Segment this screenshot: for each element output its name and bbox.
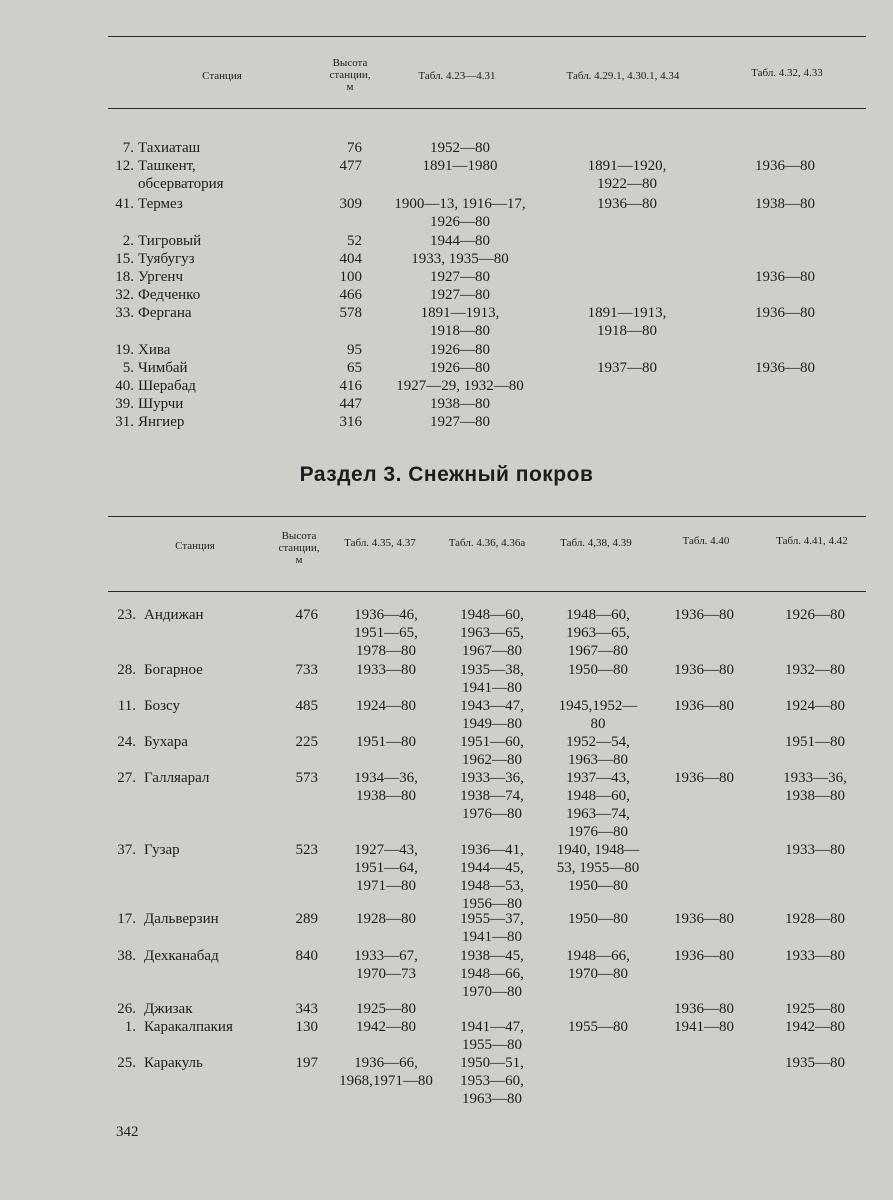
period-col-3: 1936—80	[755, 360, 815, 376]
row-number: 11.	[117, 698, 136, 714]
station-name: Шурчи	[138, 396, 184, 412]
period-col-1: 1891—1913, 1918—80	[420, 305, 500, 339]
page-number: 342	[116, 1124, 139, 1140]
station-height: 466	[339, 287, 362, 303]
row-number: 7.	[122, 140, 134, 156]
period-col-4: 1936—80	[674, 948, 734, 964]
period-col-3: 1936—80	[755, 305, 815, 321]
row-number: 12.	[115, 158, 134, 174]
row-number: 2.	[122, 233, 134, 249]
station-height: 840	[295, 948, 318, 964]
station-name: Джизак	[144, 1001, 193, 1017]
period-col-2: 1950—51, 1953—60, 1963—80	[460, 1055, 524, 1107]
table2-header-tabl-1: Табл. 4.35, 4.37	[344, 537, 416, 549]
station-name: Дехканабад	[144, 948, 219, 964]
period-col-5: 1942—80	[785, 1019, 845, 1035]
station-name: Термез	[138, 196, 183, 212]
station-name: Бухара	[144, 734, 188, 750]
table2-header-tabl-3: Табл. 4,38, 4.39	[560, 537, 632, 549]
row-number: 28.	[117, 662, 136, 678]
station-name: Тахиаташ	[138, 140, 201, 156]
row-number: 33.	[115, 305, 134, 321]
table1-header-tabl-1: Табл. 4.23—4.31	[418, 70, 496, 82]
period-col-2: 1936—41, 1944—45, 1948—53, 1956—80	[460, 842, 524, 912]
period-col-1: 1944—80	[430, 233, 490, 249]
row-number: 32.	[115, 287, 134, 303]
period-col-4: 1941—80	[674, 1019, 734, 1035]
station-name: Фергана	[138, 305, 192, 321]
period-col-1: 1952—80	[430, 140, 490, 156]
period-col-3: 1936—80	[755, 158, 815, 174]
station-name: Федченко	[138, 287, 201, 303]
period-col-3: 1948—60, 1963—65, 1967—80	[566, 607, 630, 659]
period-col-5: 1951—80	[785, 734, 845, 750]
period-col-5: 1924—80	[785, 698, 845, 714]
row-number: 15.	[115, 251, 134, 267]
period-col-5: 1933—80	[785, 948, 845, 964]
period-col-5: 1932—80	[785, 662, 845, 678]
row-number: 27.	[117, 770, 136, 786]
period-col-1: 1951—80	[356, 734, 416, 750]
period-col-2: 1933—36, 1938—74, 1976—80	[460, 770, 524, 822]
period-col-3: 1936—80	[755, 269, 815, 285]
station-height: 416	[339, 378, 362, 394]
table2-header-height: Высота станции, м	[278, 530, 320, 566]
period-col-4: 1936—80	[674, 698, 734, 714]
period-col-2: 1948—60, 1963—65, 1967—80	[460, 607, 524, 659]
station-name: Тигровый	[138, 233, 202, 249]
period-col-1: 1936—46, 1951—65, 1978—80	[354, 607, 418, 659]
station-height: 573	[295, 770, 318, 786]
period-col-1: 1926—80	[430, 360, 490, 376]
period-col-3: 1940, 1948— 53, 1955—80 1950—80	[556, 842, 640, 894]
table1-header-tabl-2: Табл. 4.29.1, 4.30.1, 4.34	[566, 70, 680, 82]
station-name: Гузар	[144, 842, 180, 858]
row-number: 1.	[124, 1019, 136, 1035]
period-col-3: 1950—80	[568, 911, 628, 927]
table2-header-tabl-2: Табл. 4.36, 4.36а	[448, 537, 526, 549]
table2-top-rule	[108, 516, 866, 517]
station-name: Ташкент, обсерватория	[138, 158, 224, 192]
station-name: Дальверзин	[144, 911, 219, 927]
period-col-1: 1927—43, 1951—64, 1971—80	[354, 842, 418, 894]
row-number: 38.	[117, 948, 136, 964]
station-name: Бозсу	[144, 698, 180, 714]
row-number: 5.	[122, 360, 134, 376]
station-height: 225	[295, 734, 318, 750]
station-height: 309	[339, 196, 362, 212]
station-height: 65	[347, 360, 362, 376]
station-name: Андижан	[144, 607, 204, 623]
station-height: 733	[295, 662, 318, 678]
station-height: 447	[339, 396, 362, 412]
period-col-3: 1950—80	[568, 662, 628, 678]
station-name: Янгиер	[138, 414, 185, 430]
period-col-5: 1933—80	[785, 842, 845, 858]
row-number: 24.	[117, 734, 136, 750]
period-col-1: 1925—80	[356, 1001, 416, 1017]
station-height: 197	[295, 1055, 318, 1071]
period-col-4: 1936—80	[674, 662, 734, 678]
station-height: 76	[347, 140, 362, 156]
station-height: 52	[347, 233, 362, 249]
period-col-1: 1933—80	[356, 662, 416, 678]
station-height: 95	[347, 342, 362, 358]
row-number: 26.	[117, 1001, 136, 1017]
station-name: Галляарал	[144, 770, 210, 786]
period-col-5: 1926—80	[785, 607, 845, 623]
period-col-3: 1952—54, 1963—80	[566, 734, 630, 768]
period-col-1: 1927—29, 1932—80	[396, 378, 524, 394]
period-col-2: 1938—45, 1948—66, 1970—80	[460, 948, 524, 1000]
table1-header-rule	[108, 108, 866, 109]
period-col-2: 1955—37, 1941—80	[460, 911, 524, 945]
row-number: 18.	[115, 269, 134, 285]
station-height: 578	[339, 305, 362, 321]
period-col-2: 1943—47, 1949—80	[460, 698, 524, 732]
period-col-1: 1924—80	[356, 698, 416, 714]
period-col-5: 1928—80	[785, 911, 845, 927]
period-col-4: 1936—80	[674, 1001, 734, 1017]
period-col-2: 1935—38, 1941—80	[460, 662, 524, 696]
station-height: 404	[339, 251, 362, 267]
period-col-2: 1891—1913, 1918—80	[587, 305, 667, 339]
period-col-5: 1925—80	[785, 1001, 845, 1017]
table1-top-rule	[108, 36, 866, 37]
period-col-1: 1927—80	[430, 269, 490, 285]
period-col-3: 1948—66, 1970—80	[566, 948, 630, 982]
period-col-4: 1936—80	[674, 607, 734, 623]
row-number: 31.	[115, 414, 134, 430]
table2-header-station: Станция	[175, 540, 215, 552]
row-number: 17.	[117, 911, 136, 927]
period-col-4: 1936—80	[674, 770, 734, 786]
period-col-1: 1934—36, 1938—80	[354, 770, 418, 804]
station-name: Туябугуз	[138, 251, 195, 267]
period-col-1: 1927—80	[430, 414, 490, 430]
row-number: 23.	[117, 607, 136, 623]
period-col-2: 1937—80	[597, 360, 657, 376]
station-height: 485	[295, 698, 318, 714]
row-number: 39.	[115, 396, 134, 412]
period-col-1: 1936—66, 1968,1971—80	[339, 1055, 433, 1089]
period-col-2: 1951—60, 1962—80	[460, 734, 524, 768]
period-col-4: 1936—80	[674, 911, 734, 927]
station-name: Богарное	[144, 662, 203, 678]
table1-header-tabl-3: Табл. 4.32, 4.33	[751, 67, 823, 79]
station-height: 100	[339, 269, 362, 285]
table1-header-station: Станция	[202, 70, 242, 82]
row-number: 41.	[115, 196, 134, 212]
station-height: 523	[295, 842, 318, 858]
period-col-1: 1928—80	[356, 911, 416, 927]
station-name: Шерабад	[138, 378, 196, 394]
table2-header-tabl-5: Табл. 4.41, 4.42	[776, 535, 848, 547]
period-col-5: 1935—80	[785, 1055, 845, 1071]
period-col-1: 1900—13, 1916—17, 1926—80	[394, 196, 526, 230]
station-name: Хива	[138, 342, 171, 358]
station-name: Ургенч	[138, 269, 183, 285]
row-number: 40.	[115, 378, 134, 394]
table1-header-height: Высота станции, м	[329, 57, 371, 93]
table2-header-tabl-4: Табл. 4.40	[682, 535, 730, 547]
section-title: Раздел 3. Снежный покров	[299, 463, 594, 486]
period-col-1: 1933, 1935—80	[411, 251, 509, 267]
station-name: Каракалпакия	[144, 1019, 233, 1035]
station-height: 130	[295, 1019, 318, 1035]
period-col-3: 1938—80	[755, 196, 815, 212]
period-col-2: 1891—1920, 1922—80	[587, 158, 667, 192]
row-number: 25.	[117, 1055, 136, 1071]
period-col-2: 1941—47, 1955—80	[460, 1019, 524, 1053]
period-col-1: 1926—80	[430, 342, 490, 358]
station-height: 477	[339, 158, 362, 174]
station-height: 289	[295, 911, 318, 927]
period-col-3: 1955—80	[568, 1019, 628, 1035]
row-number: 37.	[117, 842, 136, 858]
period-col-1: 1927—80	[430, 287, 490, 303]
station-height: 343	[295, 1001, 318, 1017]
row-number: 19.	[115, 342, 134, 358]
station-height: 316	[339, 414, 362, 430]
station-height: 476	[295, 607, 318, 623]
period-col-1: 1933—67, 1970—73	[354, 948, 418, 982]
period-col-1: 1942—80	[356, 1019, 416, 1035]
station-name: Чимбай	[138, 360, 188, 376]
period-col-3: 1937—43, 1948—60, 1963—74, 1976—80	[566, 770, 630, 840]
period-col-5: 1933—36, 1938—80	[783, 770, 847, 804]
period-col-2: 1936—80	[597, 196, 657, 212]
station-name: Каракуль	[144, 1055, 203, 1071]
period-col-1: 1891—1980	[422, 158, 498, 174]
period-col-3: 1945,1952— 80	[558, 698, 638, 732]
period-col-1: 1938—80	[430, 396, 490, 412]
table2-header-rule	[108, 591, 866, 592]
